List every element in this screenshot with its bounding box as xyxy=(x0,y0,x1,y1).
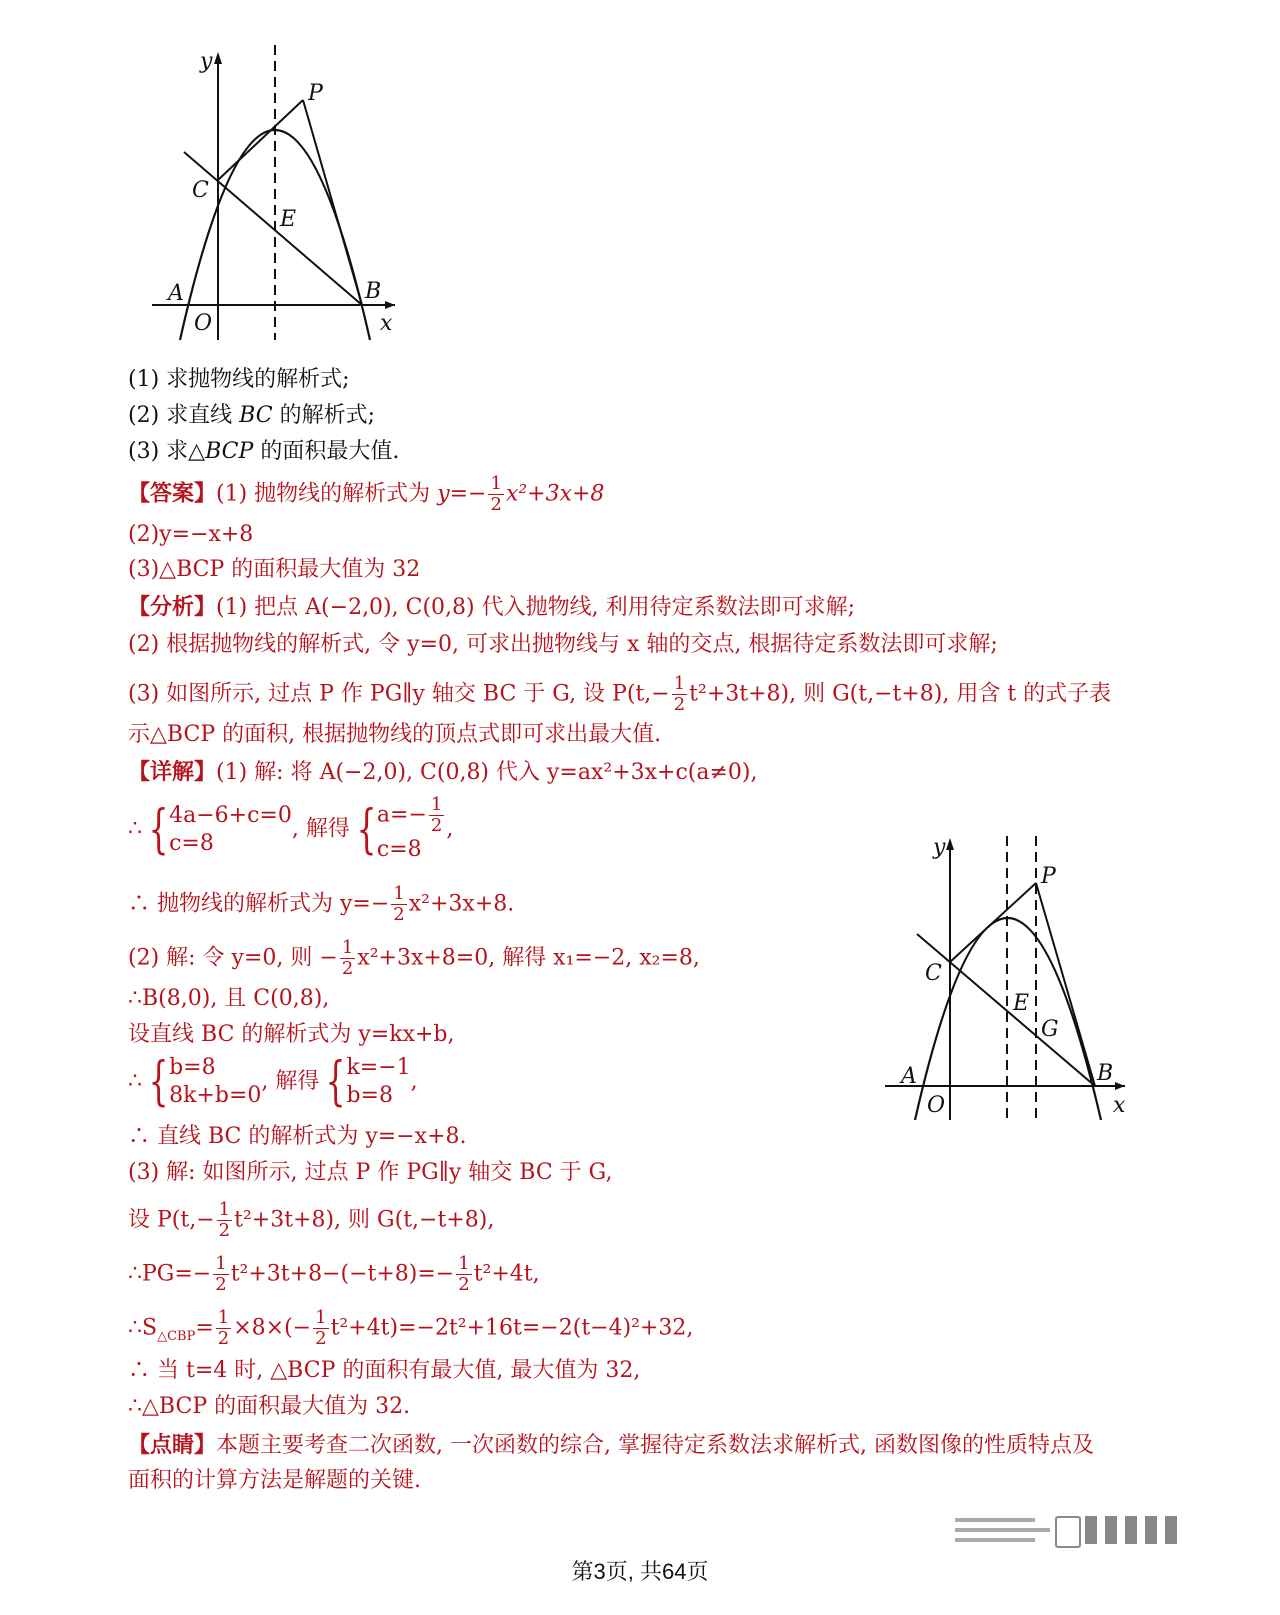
analysis-line-2: (2) 根据抛物线的解析式, 令 y=0, 可求出抛物线与 x 轴的交点, 根据待定系数法即可求解; xyxy=(128,632,998,657)
detail-line-11: ∴PG=− $\frac{1}{2}$ t²+3t+8−(−t+8)=− $\frac{1}{2}$ t²+4t, xyxy=(128,1253,540,1295)
decorative-bars xyxy=(955,1512,1215,1552)
question-1: (1) 求抛物线的解析式; xyxy=(128,367,350,392)
detail-line-4: (2) 解: 令 y=0, 则 − $\frac{1}{2}$ x²+3x+8=0, 解得 x₁=−2, x₂=8, xyxy=(128,937,700,979)
question-3: (3) 求△BCP 的面积最大值. xyxy=(128,439,400,464)
detail-line-13: ∴ 当 t=4 时, △BCP 的面积有最大值, 最大值为 32, xyxy=(128,1358,641,1383)
comment-line-2: 面积的计算方法是解题的关键. xyxy=(128,1468,421,1493)
detail-line-10: 设 P(t,− $\frac{1}{2}$ t²+3t+8), 则 G(t,−t+8), xyxy=(128,1199,495,1241)
detail-line-12: $\therefore S_{\triangle CBP}=$ $\frac{1}{2}$ ×8×(− $\frac{1}{2}$ t²+4t)=−2t²+16t=−2(t−4)²+32, xyxy=(128,1307,694,1349)
label-y: y xyxy=(200,49,213,74)
detail-line-9: (3) 解: 如图所示, 过点 P 作 PG∥y 轴交 BC 于 G, xyxy=(128,1160,613,1185)
answer-line-3: (3)△BCP 的面积最大值为 32 xyxy=(128,557,421,582)
label-g: G xyxy=(1041,1017,1059,1042)
label-c: C xyxy=(192,178,209,203)
label-x: x xyxy=(380,311,393,336)
label-o: O xyxy=(927,1093,946,1118)
label-y: y xyxy=(933,835,946,860)
label-p: P xyxy=(308,81,323,106)
label-a: A xyxy=(901,1064,917,1089)
label-p: P xyxy=(1041,864,1056,889)
detail-line-1: 【详解】(1) 解: 将 A(−2,0), C(0,8) 代入 y=ax²+3x+c(a≠0), xyxy=(128,759,758,785)
detail-line-5: ∴B(8,0), 且 C(0,8), xyxy=(128,986,330,1011)
label-o: O xyxy=(194,311,213,336)
detail-system-1: ∴ {4a−6+c=0 c=8, 解得 {a=− $\frac{1}{2}$ c=8, xyxy=(128,794,454,862)
page-number: 第3页, 共64页 xyxy=(571,1559,709,1584)
question-2: (2) 求直线 BC 的解析式; xyxy=(128,403,376,428)
analysis-line-3: (3) 如图所示, 过点 P 作 PG∥y 轴交 BC 于 G, 设 P(t,− $\frac{1}{2}$ t²+3t+8), 则 G(t,−t+8), 用含 t 的式子表 xyxy=(128,673,1112,715)
analysis-line-4: 示△BCP 的面积, 根据抛物线的顶点式即可求出最大值. xyxy=(128,722,662,747)
label-c: C xyxy=(925,961,942,986)
answer-line-1: 【答案】(1) 抛物线的解析式为 y=− $\frac{1}{2}$ x²+3x+8 xyxy=(128,473,605,515)
parabola-figure-1 xyxy=(140,40,420,350)
answer-line-2: (2)y=−x+8 xyxy=(128,522,254,547)
detail-line-14: ∴△BCP 的面积最大值为 32. xyxy=(128,1394,411,1419)
detail-line-6: 设直线 BC 的解析式为 y=kx+b, xyxy=(128,1022,455,1047)
label-b: B xyxy=(365,279,382,304)
detail-system-2: ∴ {b=8 8k+b=0, 解得 {k=−1 b=8, xyxy=(128,1052,418,1112)
analysis-line-1: 【分析】(1) 把点 A(−2,0), C(0,8) 代入抛物线, 利用待定系数法即可求解; xyxy=(128,594,856,620)
parabola-figure-2 xyxy=(875,828,1140,1128)
label-b: B xyxy=(1097,1061,1114,1086)
label-e: E xyxy=(1013,991,1030,1016)
label-e: E xyxy=(280,207,297,232)
detail-line-8: ∴ 直线 BC 的解析式为 y=−x+8. xyxy=(128,1124,467,1149)
label-a: A xyxy=(168,281,184,306)
detail-line-3: ∴ 抛物线的解析式为 y=− $\frac{1}{2}$ x²+3x+8. xyxy=(128,883,515,925)
comment-line-1: 【点睛】本题主要考查二次函数, 一次函数的综合, 掌握待定系数法求解析式, 函数图像的性质特点及 xyxy=(128,1432,1094,1458)
label-x: x xyxy=(1113,1093,1126,1118)
